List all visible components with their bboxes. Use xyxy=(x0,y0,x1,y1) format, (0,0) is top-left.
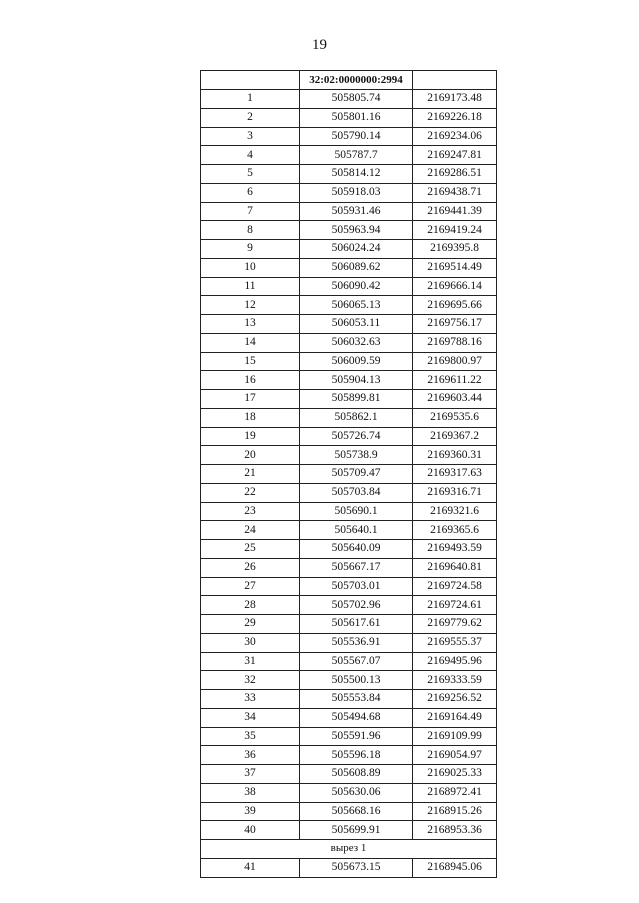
table-row xyxy=(201,577,497,596)
point-number-cell: 18 xyxy=(201,408,300,427)
y-coordinate-cell: 2169724.58 xyxy=(413,577,497,596)
x-coordinate-cell: 505814.12 xyxy=(300,165,413,184)
point-number-cell: 40 xyxy=(201,821,300,840)
y-coordinate-cell: 2169535.6 xyxy=(413,408,497,427)
y-coordinate-cell: 2169611.22 xyxy=(413,371,497,390)
point-number-cell: 22 xyxy=(201,483,300,502)
table-row xyxy=(201,165,497,184)
table-row xyxy=(201,202,497,221)
y-coordinate-cell: 2169054.97 xyxy=(413,746,497,765)
x-coordinate-cell: 505963.94 xyxy=(300,221,413,240)
table-row xyxy=(201,371,497,390)
section-label: вырез 1 xyxy=(201,840,497,859)
x-coordinate-cell: 505673.15 xyxy=(300,858,413,877)
x-coordinate-cell: 505726.74 xyxy=(300,427,413,446)
y-coordinate-cell: 2168945.06 xyxy=(413,858,497,877)
point-number-cell: 14 xyxy=(201,333,300,352)
point-number-cell: 37 xyxy=(201,765,300,784)
x-coordinate-cell: 506053.11 xyxy=(300,315,413,334)
x-coordinate-cell: 505899.81 xyxy=(300,390,413,409)
point-number-cell: 28 xyxy=(201,596,300,615)
y-coordinate-cell: 2169025.33 xyxy=(413,765,497,784)
header-cell-empty xyxy=(413,71,497,90)
x-coordinate-cell: 505667.17 xyxy=(300,558,413,577)
point-number-cell: 11 xyxy=(201,277,300,296)
point-number-cell: 7 xyxy=(201,202,300,221)
coordinates-table-body xyxy=(201,71,497,878)
table-row xyxy=(201,558,497,577)
x-coordinate-cell: 505703.84 xyxy=(300,483,413,502)
x-coordinate-cell: 505790.14 xyxy=(300,127,413,146)
x-coordinate-cell: 505494.68 xyxy=(300,708,413,727)
table-row xyxy=(201,802,497,821)
table-row xyxy=(201,183,497,202)
y-coordinate-cell: 2169779.62 xyxy=(413,615,497,634)
x-coordinate-cell: 505702.96 xyxy=(300,596,413,615)
point-number-cell: 19 xyxy=(201,427,300,446)
x-coordinate-cell: 505699.91 xyxy=(300,821,413,840)
page-number: 19 xyxy=(312,37,327,53)
y-coordinate-cell: 2169173.48 xyxy=(413,90,497,109)
table-row xyxy=(201,540,497,559)
coordinates-table xyxy=(200,70,497,878)
y-coordinate-cell: 2169226.18 xyxy=(413,108,497,127)
table-row xyxy=(201,483,497,502)
point-number-cell: 23 xyxy=(201,502,300,521)
y-coordinate-cell: 2169640.81 xyxy=(413,558,497,577)
x-coordinate-cell: 505608.89 xyxy=(300,765,413,784)
table-row xyxy=(201,258,497,277)
point-number-cell: 41 xyxy=(201,858,300,877)
x-coordinate-cell: 505690.1 xyxy=(300,502,413,521)
point-number-cell: 12 xyxy=(201,296,300,315)
x-coordinate-cell: 505709.47 xyxy=(300,465,413,484)
x-coordinate-cell: 505553.84 xyxy=(300,690,413,709)
x-coordinate-cell: 505787.7 xyxy=(300,146,413,165)
cadastral-number: 32:02:0000000:2994 xyxy=(300,71,413,90)
point-number-cell: 21 xyxy=(201,465,300,484)
point-number-cell: 29 xyxy=(201,615,300,634)
y-coordinate-cell: 2169666.14 xyxy=(413,277,497,296)
point-number-cell: 10 xyxy=(201,258,300,277)
point-number-cell: 24 xyxy=(201,521,300,540)
y-coordinate-cell: 2169756.17 xyxy=(413,315,497,334)
section-row xyxy=(201,840,497,859)
table-row xyxy=(201,708,497,727)
y-coordinate-cell: 2168953.36 xyxy=(413,821,497,840)
y-coordinate-cell: 2168972.41 xyxy=(413,783,497,802)
y-coordinate-cell: 2169333.59 xyxy=(413,671,497,690)
table-row xyxy=(201,783,497,802)
y-coordinate-cell: 2169316.71 xyxy=(413,483,497,502)
table-row xyxy=(201,127,497,146)
point-number-cell: 17 xyxy=(201,390,300,409)
table-row xyxy=(201,390,497,409)
point-number-cell: 2 xyxy=(201,108,300,127)
x-coordinate-cell: 506009.59 xyxy=(300,352,413,371)
x-coordinate-cell: 505567.07 xyxy=(300,652,413,671)
point-number-cell: 36 xyxy=(201,746,300,765)
point-number-cell: 35 xyxy=(201,727,300,746)
header-cell-number xyxy=(201,71,300,90)
point-number-cell: 34 xyxy=(201,708,300,727)
table-row xyxy=(201,108,497,127)
x-coordinate-cell: 506089.62 xyxy=(300,258,413,277)
y-coordinate-cell: 2169247.81 xyxy=(413,146,497,165)
table-row xyxy=(201,633,497,652)
x-coordinate-cell: 505738.9 xyxy=(300,446,413,465)
table-row xyxy=(201,596,497,615)
x-coordinate-cell: 505500.13 xyxy=(300,671,413,690)
y-coordinate-cell: 2169286.51 xyxy=(413,165,497,184)
x-coordinate-cell: 506090.42 xyxy=(300,277,413,296)
point-number-cell: 26 xyxy=(201,558,300,577)
point-number-cell: 8 xyxy=(201,221,300,240)
point-number-cell: 6 xyxy=(201,183,300,202)
y-coordinate-cell: 2169256.52 xyxy=(413,690,497,709)
table-row xyxy=(201,652,497,671)
y-coordinate-cell: 2169438.71 xyxy=(413,183,497,202)
x-coordinate-cell: 505703.01 xyxy=(300,577,413,596)
point-number-cell: 1 xyxy=(201,90,300,109)
y-coordinate-cell: 2169367.2 xyxy=(413,427,497,446)
x-coordinate-cell: 505918.03 xyxy=(300,183,413,202)
x-coordinate-cell: 506024.24 xyxy=(300,240,413,259)
table-row xyxy=(201,521,497,540)
point-number-cell: 15 xyxy=(201,352,300,371)
table-row xyxy=(201,240,497,259)
point-number-cell: 3 xyxy=(201,127,300,146)
x-coordinate-cell: 506065.13 xyxy=(300,296,413,315)
y-coordinate-cell: 2169234.06 xyxy=(413,127,497,146)
x-coordinate-cell: 505596.18 xyxy=(300,746,413,765)
x-coordinate-cell: 505617.61 xyxy=(300,615,413,634)
table-row xyxy=(201,858,497,877)
point-number-cell: 39 xyxy=(201,802,300,821)
table-row xyxy=(201,765,497,784)
table-row xyxy=(201,296,497,315)
x-coordinate-cell: 506032.63 xyxy=(300,333,413,352)
y-coordinate-cell: 2169317.63 xyxy=(413,465,497,484)
table-row xyxy=(201,352,497,371)
table-row xyxy=(201,427,497,446)
x-coordinate-cell: 505536.91 xyxy=(300,633,413,652)
point-number-cell: 25 xyxy=(201,540,300,559)
point-number-cell: 5 xyxy=(201,165,300,184)
point-number-cell: 4 xyxy=(201,146,300,165)
table-row xyxy=(201,671,497,690)
table-row xyxy=(201,615,497,634)
point-number-cell: 9 xyxy=(201,240,300,259)
point-number-cell: 30 xyxy=(201,633,300,652)
y-coordinate-cell: 2169514.49 xyxy=(413,258,497,277)
table-row xyxy=(201,727,497,746)
table-row xyxy=(201,90,497,109)
y-coordinate-cell: 2169441.39 xyxy=(413,202,497,221)
point-number-cell: 38 xyxy=(201,783,300,802)
x-coordinate-cell: 505931.46 xyxy=(300,202,413,221)
y-coordinate-cell: 2169493.59 xyxy=(413,540,497,559)
table-row xyxy=(201,333,497,352)
x-coordinate-cell: 505668.16 xyxy=(300,802,413,821)
y-coordinate-cell: 2169419.24 xyxy=(413,221,497,240)
y-coordinate-cell: 2169365.6 xyxy=(413,521,497,540)
x-coordinate-cell: 505640.09 xyxy=(300,540,413,559)
x-coordinate-cell: 505904.13 xyxy=(300,371,413,390)
table-row xyxy=(201,465,497,484)
y-coordinate-cell: 2169800.97 xyxy=(413,352,497,371)
y-coordinate-cell: 2169360.31 xyxy=(413,446,497,465)
table-row xyxy=(201,315,497,334)
table-row xyxy=(201,446,497,465)
y-coordinate-cell: 2169164.49 xyxy=(413,708,497,727)
table-row xyxy=(201,221,497,240)
table-row xyxy=(201,277,497,296)
x-coordinate-cell: 505801.16 xyxy=(300,108,413,127)
point-number-cell: 27 xyxy=(201,577,300,596)
y-coordinate-cell: 2169603.44 xyxy=(413,390,497,409)
y-coordinate-cell: 2169495.96 xyxy=(413,652,497,671)
y-coordinate-cell: 2169109.99 xyxy=(413,727,497,746)
x-coordinate-cell: 505805.74 xyxy=(300,90,413,109)
x-coordinate-cell: 505640.1 xyxy=(300,521,413,540)
table-row xyxy=(201,502,497,521)
y-coordinate-cell: 2169395.8 xyxy=(413,240,497,259)
x-coordinate-cell: 505630.06 xyxy=(300,783,413,802)
point-number-cell: 13 xyxy=(201,315,300,334)
x-coordinate-cell: 505591.96 xyxy=(300,727,413,746)
y-coordinate-cell: 2169555.37 xyxy=(413,633,497,652)
point-number-cell: 33 xyxy=(201,690,300,709)
table-row xyxy=(201,821,497,840)
table-row xyxy=(201,746,497,765)
table-row xyxy=(201,408,497,427)
point-number-cell: 32 xyxy=(201,671,300,690)
x-coordinate-cell: 505862.1 xyxy=(300,408,413,427)
y-coordinate-cell: 2168915.26 xyxy=(413,802,497,821)
y-coordinate-cell: 2169724.61 xyxy=(413,596,497,615)
table-header-row xyxy=(201,71,497,90)
y-coordinate-cell: 2169321.6 xyxy=(413,502,497,521)
y-coordinate-cell: 2169788.16 xyxy=(413,333,497,352)
point-number-cell: 16 xyxy=(201,371,300,390)
point-number-cell: 20 xyxy=(201,446,300,465)
table-row xyxy=(201,146,497,165)
point-number-cell: 31 xyxy=(201,652,300,671)
y-coordinate-cell: 2169695.66 xyxy=(413,296,497,315)
table-row xyxy=(201,690,497,709)
